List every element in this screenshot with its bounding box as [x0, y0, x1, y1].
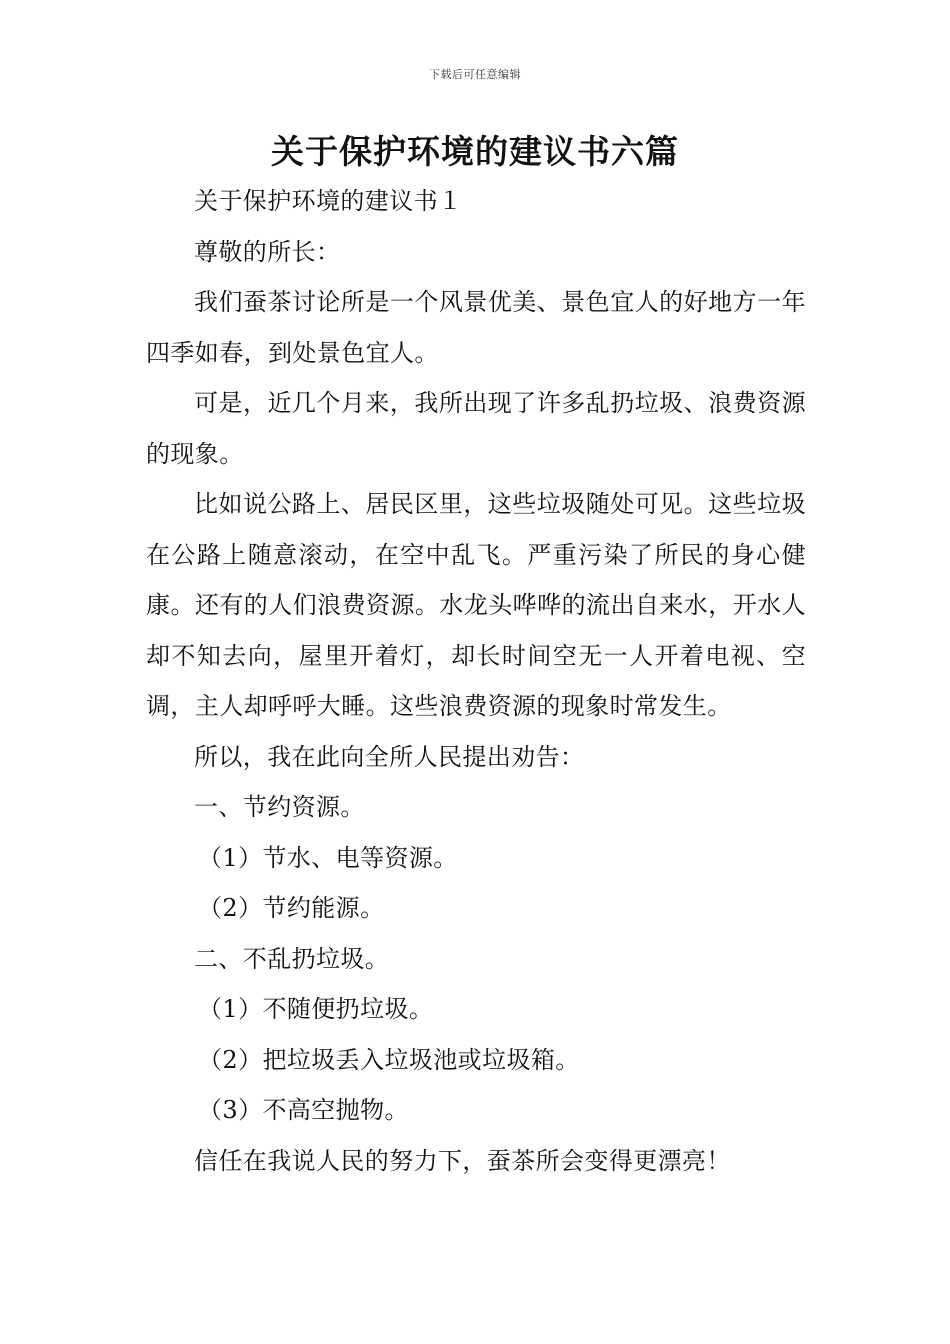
document-title: 关于保护环境的建议书六篇 — [271, 132, 679, 171]
list-item-1-1: （1）节水、电等资源。 — [198, 843, 458, 872]
paragraph-3: 比如说公路上、居民区里，这些垃圾随处可见。这些垃圾在公路上随意滚动，在空中乱飞。严重污染了所民的身心健康。还有的人们浪费资源。水龙头哗哗的流出自来水，开水人却不知去向，屋里开着灯，却长时间空无一人开着电视、空调，主人却呼呼大睡。这些浪费资源的现象时常发生。 — [146, 490, 806, 720]
list-item-2-2: （2）把垃圾丢入垃圾池或垃圾箱。 — [198, 1045, 580, 1074]
paragraph-2: 可是，近几个月来，我所出现了许多乱扔垃圾、浪费资源的现象。 — [146, 389, 806, 468]
list-item-1-2: （2）节约能源。 — [198, 894, 385, 922]
page-header-note: 下载后可任意编辑 — [429, 68, 521, 81]
list-item-2-1: （1）不随便扔垃圾。 — [198, 995, 434, 1023]
paragraph-1: 我们蚕茶讨论所是一个风景优美、景色宜人的好地方一年四季如春，到处景色宜人。 — [146, 288, 806, 367]
paragraph-4: 所以，我在此向全所人民提出劝告： — [194, 742, 585, 771]
list-item-1: 一、节约资源。 — [194, 793, 365, 821]
list-item-2-3: （3）不高空抛物。 — [198, 1096, 409, 1124]
section-subtitle: 关于保护环境的建议书１ — [194, 187, 463, 215]
document-body — [146, 176, 806, 1186]
salutation: 尊敬的所长： — [194, 237, 341, 266]
closing-paragraph: 信任在我说人民的努力下，蚕茶所会变得更漂亮！ — [194, 1146, 731, 1175]
list-item-2: 二、不乱扔垃圾。 — [194, 944, 390, 973]
